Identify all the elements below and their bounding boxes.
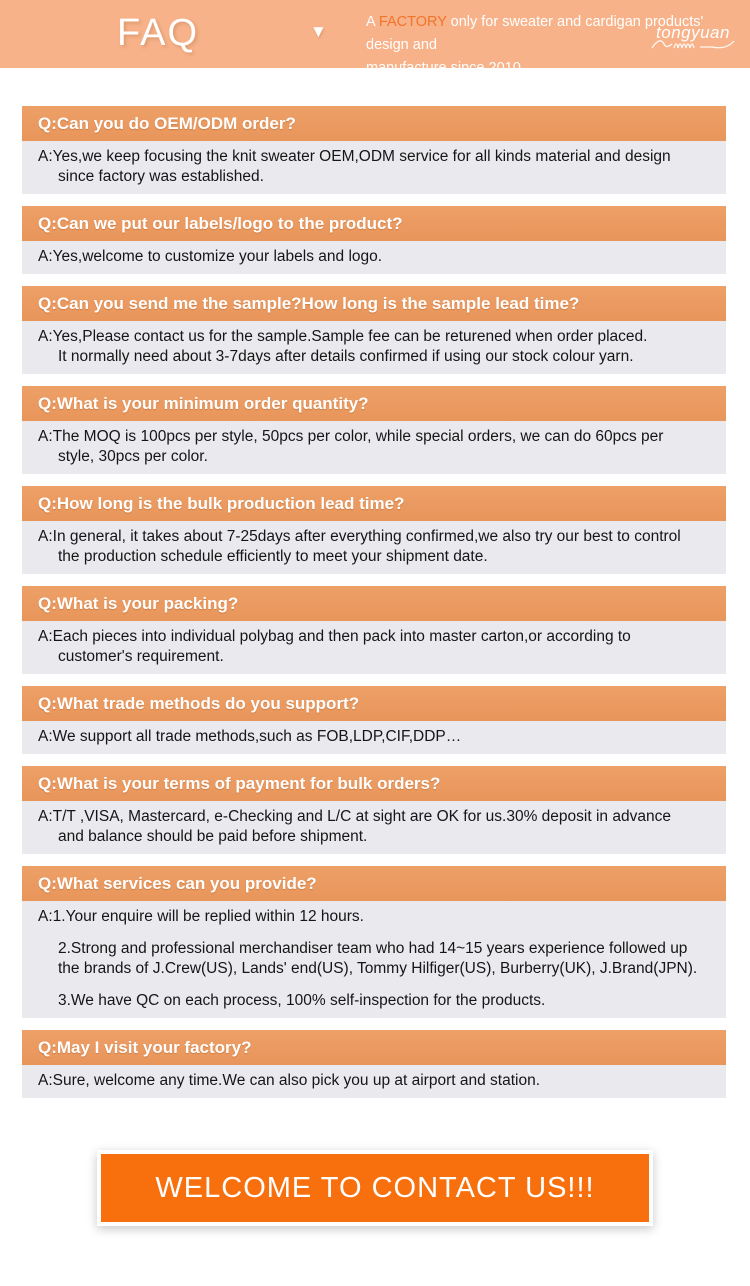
tongyuan-logo <box>641 24 745 53</box>
faq-item <box>22 386 726 474</box>
faq-banner <box>0 0 750 76</box>
banner-desc-highlight: FACTORY <box>378 14 447 30</box>
faq-question: Q:Can we put our labels/logo to the product? <box>22 206 726 241</box>
faq-answer-line: A:Yes,Please contact us for the sample.Sample fee can be returened when order placed. <box>38 328 648 345</box>
faq-answer-line: since factory was established. <box>58 168 264 185</box>
faq-answer-line: 3.We have QC on each process, 100% self-inspection for the products. <box>58 992 546 1009</box>
faq-item <box>22 286 726 374</box>
faq-answer <box>22 721 726 754</box>
faq-answer-line: A:The MOQ is 100pcs per style, 50pcs per color, while special orders, we can do 60pcs per <box>38 428 664 445</box>
faq-question: Q:What services can you provide? <box>22 866 726 901</box>
faq-answer-line: A:T/T ,VISA, Mastercard, e-Checking and L/C at sight are OK for us.30% deposit in advance <box>38 808 671 825</box>
faq-question: Q:What trade methods do you support? <box>22 686 726 721</box>
faq-answer-line: the brands of J.Crew(US), Lands' end(US), Tommy Hilfiger(US), Burberry(UK), J.Brand(JPN). <box>58 960 698 977</box>
faq-answer <box>22 241 726 274</box>
faq-item <box>22 206 726 274</box>
banner-desc-prefix: A <box>366 14 379 30</box>
faq-question: Q:Can you send me the sample?How long is the sample lead time? <box>22 286 726 321</box>
faq-question: Q:How long is the bulk production lead time? <box>22 486 726 521</box>
faq-item <box>22 106 726 194</box>
faq-answer <box>22 901 726 1018</box>
faq-question: Q:What is your minimum order quantity? <box>22 386 726 421</box>
faq-item <box>22 1030 726 1098</box>
faq-answer-line: It normally need about 3-7days after details confirmed if using our stock colour yarn. <box>58 348 634 365</box>
faq-answer <box>22 321 726 374</box>
faq-answer-line: A:Yes,we keep focusing the knit sweater OEM,ODM service for all kinds material and design <box>38 148 671 165</box>
page-title: FAQ <box>117 12 200 54</box>
faq-answer-line: A:Yes,welcome to customize your labels and logo. <box>38 248 383 265</box>
contact-button-container <box>0 1150 750 1226</box>
faq-answer-line: style, 30pcs per color. <box>58 448 208 465</box>
faq-answer <box>22 621 726 674</box>
faq-item <box>22 866 726 1018</box>
faq-answer <box>22 801 726 854</box>
faq-answer <box>22 1065 726 1098</box>
faq-answer-line: the production schedule efficiently to meet your shipment date. <box>58 548 488 565</box>
banner-desc-line2: manufacture since 2010. <box>366 60 525 76</box>
faq-answer-line: A:Each pieces into individual polybag and then pack into master carton,or according to <box>38 628 631 645</box>
banner-desc-line1: only for sweater and cardigan products' design and <box>366 14 704 53</box>
faq-item <box>22 766 726 854</box>
faq-answer <box>22 521 726 574</box>
faq-question: Q:Can you do OEM/ODM order? <box>22 106 726 141</box>
logo-text: tongyuan <box>656 23 730 42</box>
faq-question: Q:What is your packing? <box>22 586 726 621</box>
faq-answer-line: A:In general, it takes about 7-25days after everything confirmed,we also try our best to control <box>38 528 681 545</box>
faq-answer-line: A:1.Your enquire will be replied within 12 hours. <box>38 908 364 925</box>
faq-answer-line: and balance should be paid before shipment. <box>58 828 368 845</box>
triangle-down-icon: ▼ <box>310 22 327 41</box>
faq-item <box>22 486 726 574</box>
faq-item <box>22 686 726 754</box>
faq-answer <box>22 141 726 194</box>
faq-answer-line: 2.Strong and professional merchandiser team who had 14~15 years experience followed up <box>58 940 688 957</box>
contact-us-button[interactable]: WELCOME TO CONTACT US!!! <box>97 1150 653 1226</box>
faq-answer-line: A:We support all trade methods,such as FOB,LDP,CIF,DDP… <box>38 728 462 745</box>
faq-item <box>22 586 726 674</box>
faq-question: Q:May I visit your factory? <box>22 1030 726 1065</box>
faq-list <box>22 106 726 1098</box>
faq-answer <box>22 421 726 474</box>
faq-question: Q:What is your terms of payment for bulk orders? <box>22 766 726 801</box>
faq-answer-line: customer's requirement. <box>58 648 224 665</box>
faq-answer-line: A:Sure, welcome any time.We can also pick you up at airport and station. <box>38 1072 540 1089</box>
